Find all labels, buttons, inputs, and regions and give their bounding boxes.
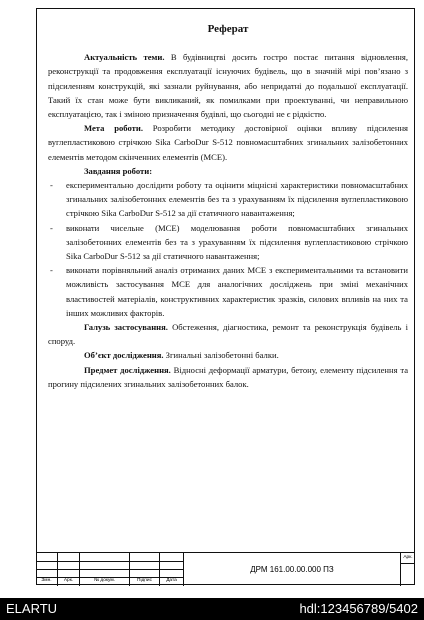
relevance-label: Актуальність теми. [84,52,165,63]
document-body [48,18,408,391]
task-text: експериментально дослідити роботу та оцінити міцнісні характеристики повномасштабних згинальних залізобетонних елементів без та з урахуванням їх підсилення вуглепластиковою стрічкою Sika CarboDur S-512 за дії статичного навантаження; [66,180,408,219]
task-text: виконати чисельне (МСЕ) моделювання роботи повномасштабних згинальних залізобетонних елементів без та з урахуванням їх підсилення вуглепластиковою стрічкою Sika CarboDur S-512 за дії статичного навантаження; [66,222,408,262]
footer-brand: ELARTU [6,601,58,616]
stamp-col-change [36,553,58,586]
task-item [48,263,408,320]
object-label: Об’єкт дослідження. [84,350,164,361]
application-paragraph [48,320,408,348]
tasks-heading: Завдання роботи: [84,165,153,176]
tasks-list [48,178,408,320]
stamp-divider [401,563,415,564]
task-text: виконати порівняльний аналіз отриманих даних МСЕ з експериментальними та встановити можливість застосування МСЕ для аналогічних досліджень при зміні механічних властивостей матеріалів, конструктивних характеристик зразків, силових впливів на них та інших можливих факторів. [66,265,408,318]
application-label: Галузь застосування. [84,322,168,333]
document-number: ДРМ 161.00.00.000 ПЗ [250,565,334,574]
object-paragraph [48,348,408,362]
page-title: Реферат [207,23,249,35]
stamp-sheet-label: Арк. [403,555,413,560]
title-block-stamp [36,552,415,585]
footer-handle: hdl:123456789/5402 [299,601,418,616]
task-item [48,178,408,221]
subject-label: Предмет дослідження. [84,364,171,375]
stamp-col-label: Змн. [41,578,52,583]
object-text: Згинальні залізобетонні балки. [163,350,279,361]
stamp-col-label: № докум. [93,578,116,583]
relevance-text: В будівництві досить гостро постає питання відновлення, реконструкції та продовження експлуатації існуючих будівель, що в значній мірі пов’язано з підсиленням конструкцій, які зазнали руйнування, або непридатні до подальшої експлуатації. Такий їх стан може бути викликаний, як помилками при проектуванні, чи неправильною експлуатацією, так і зміною призначення будівлі, що сьогодні не є рідкістю. [48,52,409,120]
goal-paragraph [48,121,408,164]
goal-label: Мета роботи. [84,123,143,134]
stamp-col-doc [80,553,130,586]
relevance-paragraph [48,50,408,121]
application-text: Обстеження, діагностика, ремонт та реконструкція будівель і споруд. [48,322,408,347]
stamp-sheet-box [400,553,415,586]
stamp-col-label: Підпис [137,578,152,583]
dash-marker: - [50,180,53,191]
stamp-col-date [160,553,184,586]
goal-text: Розробити методику достовірної оцінки впливу підсилення вуглепластиковою стрічкою Sika CarboDur S-512 повномасштабних згинальних залізобетонних елементів методом скінченних елементів (МСЕ). [48,123,408,162]
stamp-col-label: Арк. [63,578,74,583]
subject-paragraph [48,363,408,391]
footer-bar [0,598,424,620]
stamp-col-sheet [58,553,80,586]
subject-text: Відносні деформації арматури, бетону, елементу підсилення та прогину підсилених згинальних залізобетонних балок. [48,364,409,389]
stamp-col-label: Дата [166,578,177,583]
stamp-col-sign [130,553,160,586]
dash-marker: - [50,265,53,276]
dash-marker: - [50,222,53,233]
task-item [48,221,408,264]
